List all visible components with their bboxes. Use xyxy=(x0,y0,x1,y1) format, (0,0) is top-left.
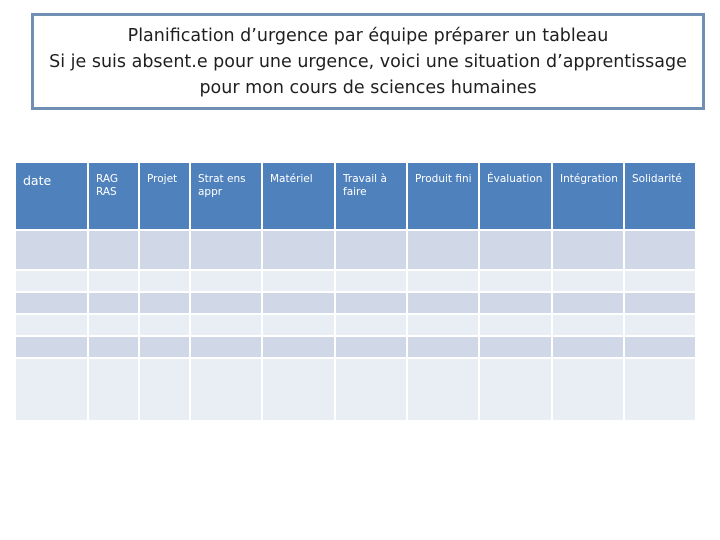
table-cell[interactable] xyxy=(139,270,190,292)
table-cell[interactable] xyxy=(407,358,479,421)
table-cell[interactable] xyxy=(190,358,262,421)
table-cell[interactable] xyxy=(624,270,696,292)
table-cell[interactable] xyxy=(552,270,624,292)
table-cell[interactable] xyxy=(624,314,696,336)
table-cell[interactable] xyxy=(479,358,552,421)
table-cell[interactable] xyxy=(15,292,88,314)
table-cell[interactable] xyxy=(624,336,696,358)
table-cell[interactable] xyxy=(479,314,552,336)
title-line-1: Planification d’urgence par équipe préparer un tableau xyxy=(127,25,609,46)
header-cell-travail-a-faire xyxy=(335,162,407,230)
header-label-evaluation: Évaluation xyxy=(487,173,543,185)
table-cell[interactable] xyxy=(15,358,88,421)
header-label-strat-ens-appr: Strat ens appr xyxy=(198,173,246,198)
table-cell[interactable] xyxy=(190,230,262,270)
planning-table-container xyxy=(14,161,695,420)
header-label-travail-a-faire: Travail à faire xyxy=(343,173,387,198)
header-label-produit-fini: Produit fini xyxy=(415,173,472,185)
table-cell[interactable] xyxy=(407,230,479,270)
table-cell[interactable] xyxy=(88,358,139,421)
table-row xyxy=(15,230,696,270)
table-cell[interactable] xyxy=(190,270,262,292)
header-cell-integration xyxy=(552,162,624,230)
table-cell[interactable] xyxy=(139,314,190,336)
header-label-projet: Projet xyxy=(147,173,178,185)
table-cell[interactable] xyxy=(15,336,88,358)
title-box xyxy=(31,13,705,110)
header-cell-materiel xyxy=(262,162,335,230)
table-cell[interactable] xyxy=(262,336,335,358)
table-cell[interactable] xyxy=(139,336,190,358)
table-row xyxy=(15,358,696,421)
table-cell[interactable] xyxy=(335,336,407,358)
header-label-solidarite: Solidarité xyxy=(632,173,682,185)
table-cell[interactable] xyxy=(552,230,624,270)
header-cell-rag-ras xyxy=(88,162,139,230)
table-cell[interactable] xyxy=(88,270,139,292)
table-cell[interactable] xyxy=(479,270,552,292)
table-cell[interactable] xyxy=(624,230,696,270)
planning-table xyxy=(14,161,697,422)
table-cell[interactable] xyxy=(335,358,407,421)
table-cell[interactable] xyxy=(552,292,624,314)
table-cell[interactable] xyxy=(139,358,190,421)
header-cell-solidarite xyxy=(624,162,696,230)
table-cell[interactable] xyxy=(88,336,139,358)
table-cell[interactable] xyxy=(335,314,407,336)
header-label-materiel: Matériel xyxy=(270,173,313,185)
table-cell[interactable] xyxy=(262,230,335,270)
table-cell[interactable] xyxy=(15,230,88,270)
table-cell[interactable] xyxy=(335,230,407,270)
table-cell[interactable] xyxy=(624,358,696,421)
table-cell[interactable] xyxy=(335,292,407,314)
table-cell[interactable] xyxy=(262,314,335,336)
table-cell[interactable] xyxy=(88,292,139,314)
header-cell-evaluation xyxy=(479,162,552,230)
table-cell[interactable] xyxy=(407,292,479,314)
table-row xyxy=(15,336,696,358)
header-cell-produit-fini xyxy=(407,162,479,230)
table-cell[interactable] xyxy=(15,314,88,336)
table-cell[interactable] xyxy=(262,292,335,314)
table-cell[interactable] xyxy=(139,230,190,270)
table-cell[interactable] xyxy=(262,270,335,292)
table-cell[interactable] xyxy=(552,314,624,336)
title-line-2: Si je suis absent.e pour une urgence, voici une situation d’apprentissage xyxy=(49,51,687,72)
title-line-3: pour mon cours de sciences humaines xyxy=(199,77,537,98)
header-cell-date xyxy=(15,162,88,230)
table-cell[interactable] xyxy=(552,358,624,421)
table-cell[interactable] xyxy=(552,336,624,358)
header-cell-strat-ens-appr xyxy=(190,162,262,230)
table-cell[interactable] xyxy=(479,292,552,314)
table-row xyxy=(15,292,696,314)
table-cell[interactable] xyxy=(407,336,479,358)
header-label-integration: Intégration xyxy=(560,173,618,185)
table-cell[interactable] xyxy=(190,336,262,358)
table-cell[interactable] xyxy=(624,292,696,314)
table-cell[interactable] xyxy=(479,230,552,270)
table-cell[interactable] xyxy=(190,292,262,314)
table-cell[interactable] xyxy=(479,336,552,358)
header-row xyxy=(15,162,696,230)
header-cell-projet xyxy=(139,162,190,230)
table-cell[interactable] xyxy=(88,230,139,270)
header-label-date: date xyxy=(23,173,52,188)
table-cell[interactable] xyxy=(262,358,335,421)
table-row xyxy=(15,270,696,292)
header-label-rag-ras: RAG RAS xyxy=(96,173,119,198)
table-cell[interactable] xyxy=(335,270,407,292)
table-cell[interactable] xyxy=(190,314,262,336)
table-cell[interactable] xyxy=(88,314,139,336)
table-cell[interactable] xyxy=(407,270,479,292)
table-cell[interactable] xyxy=(15,270,88,292)
table-cell[interactable] xyxy=(407,314,479,336)
table-row xyxy=(15,314,696,336)
table-cell[interactable] xyxy=(139,292,190,314)
